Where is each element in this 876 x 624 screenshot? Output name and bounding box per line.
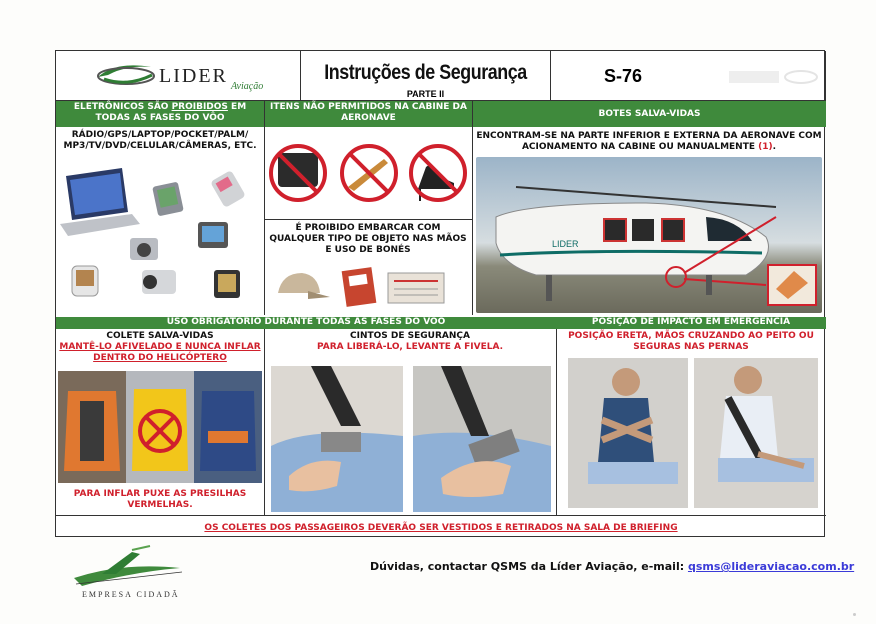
camcorder-icon: [142, 270, 176, 294]
magazine-icon: [342, 267, 377, 307]
code-cell: [551, 51, 826, 101]
page-title: Instruções de Segurança: [324, 61, 527, 84]
mobile-phone-icon: [210, 170, 246, 208]
no-suitcase-icon: [271, 146, 325, 200]
gps-icon: [214, 270, 240, 298]
dvd-player-icon: [198, 222, 228, 248]
heading-strong: PROIBIDOS: [171, 102, 228, 112]
helicopter-icon: [476, 157, 822, 313]
vest-rule-nunca: NUNCA: [184, 342, 221, 352]
helicopter-brand: LIDER: [552, 239, 579, 249]
belts-rule: PARA LIBERÁ-LO, LEVANTE A FIVELA.: [316, 342, 504, 352]
electronics-heading: [56, 101, 264, 127]
contact-text: Dúvidas, contactar QSMS da Líder Aviação, e-mail:: [370, 560, 688, 573]
cabin-items-rule: É PROIBIDO EMBARCAR COM QUALQUER TIPO DE OBJETO NAS MÃOS E USO DE BONÉS: [269, 223, 467, 255]
electronics-list: RÁDIO/GPS/LAPTOP/POCKET/PALM/ MP3/TV/DVD/CELULAR/CÂMERAS, ETC.: [63, 130, 257, 151]
rafts-text-body: ENCONTRAM-SE NA PARTE INFERIOR E EXTERNA DA AERONAVE COM ACIONAMENTO NA CABINE OU MANUALMENTE: [476, 131, 822, 152]
no-high-heels-icon: [411, 146, 465, 201]
vest-rule-pre: MANTÊ-LO AFIVELADO E: [59, 342, 185, 352]
briefing-note: OS COLETES DOS PASSAGEIROS DEVERÃO SER VESTIDOS E RETIRADOS NA SALA DE BRIEFING: [204, 523, 678, 533]
cabin-items-heading: ITENS NÃO PERMITIDOS NA CABINE DA AERONAVE: [265, 101, 472, 127]
brand-sub: Aviação: [231, 81, 264, 92]
divider: [265, 219, 472, 220]
mp3-player-icon: [72, 266, 98, 296]
contact-line: [370, 560, 854, 573]
impact-heading: POSIÇÃO DE IMPACTO EM EMERGÊNCIA: [591, 317, 791, 327]
header: [56, 51, 826, 101]
rafts-ref: (1): [758, 142, 773, 152]
helicopter-photo: [476, 157, 822, 313]
lider-logo: [56, 51, 301, 101]
divider: [264, 101, 265, 315]
heading-post: EM TODAS AS FASES DO VÔO: [95, 102, 247, 123]
part-label: PARTE II: [406, 89, 445, 99]
belts-heading: CINTOS DE SEGURANÇA: [350, 331, 470, 341]
brand-name: LIDER: [159, 65, 228, 87]
rafts-text: ENCONTRAM-SE NA PARTE INFERIOR E EXTERNA DA AERONAVE COM ACIONAMENTO NA CABINE OU MANUALMENTE (1).: [476, 131, 822, 152]
caps-and-objects: [268, 261, 468, 315]
vest-rule-post: INFLAR DENTRO DO HELICÓPTERO: [93, 342, 261, 363]
email-link[interactable]: qsms@lideraviacao.com.br: [687, 560, 855, 573]
mandatory-text: USO OBRIGATÓRIO DURANTE TODAS AS FASES DO VÔO: [166, 317, 446, 327]
impact-rule: POSIÇÃO ERETA, MÃOS CRUZANDO AO PEITO OU SEGURAS NAS PERNAS: [568, 331, 814, 352]
impact-photos: [568, 358, 818, 508]
belt-photos: [271, 366, 551, 512]
prohibited-items: [268, 131, 468, 216]
cap-icon: [278, 273, 330, 299]
no-knife-icon: [342, 146, 396, 200]
logo-tagline: EMPRESA CIDADÃ: [82, 590, 180, 599]
ghost-logo-icon: [721, 63, 821, 91]
divider: [264, 329, 265, 515]
newspaper-icon: [388, 273, 444, 303]
electronics-illustration: [60, 164, 260, 314]
vest-heading: COLETE SALVA-VIDAS: [106, 331, 214, 341]
scan-dot: [853, 613, 856, 616]
heading-pre: ELETRÔNICOS SÃO: [73, 102, 172, 112]
mandatory-heading: [56, 317, 826, 329]
title-cell: [301, 51, 551, 101]
pocket-pc-icon: [152, 182, 184, 217]
aircraft-code: S-76: [604, 66, 643, 86]
laptop-icon: [60, 168, 140, 236]
divider: [472, 101, 473, 315]
divider: [56, 515, 826, 516]
camera-icon: [130, 238, 158, 260]
vest-photos: [58, 371, 262, 483]
safety-card: [55, 50, 825, 537]
vest-inflate-text: PARA INFLAR PUXE AS PRESILHAS VERMELHAS.: [73, 489, 247, 510]
divider: [556, 329, 557, 515]
rafts-heading: BOTES SALVA-VIDAS: [473, 101, 826, 127]
buckle-icon: [321, 432, 361, 452]
vest-rule: [58, 342, 262, 364]
